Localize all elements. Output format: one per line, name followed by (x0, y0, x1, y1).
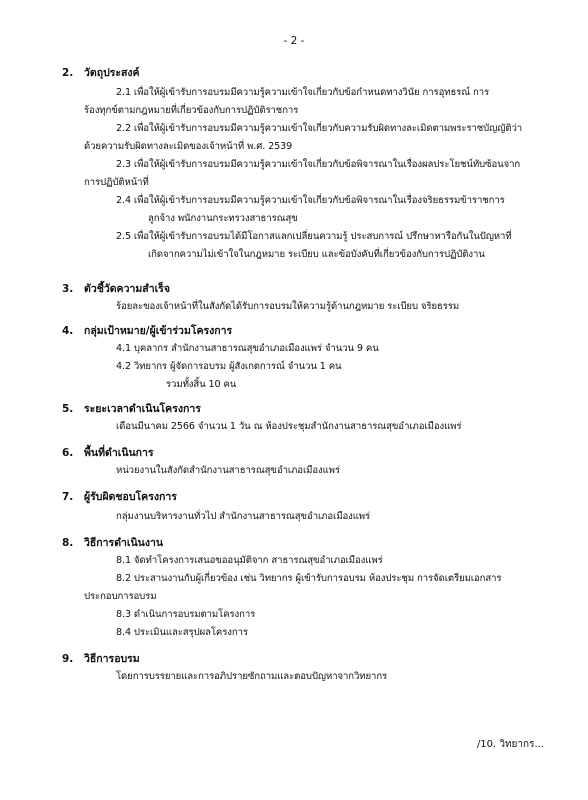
method-8-3: 8.3 ดำเนินการอบรมตามโครงการ (116, 609, 256, 620)
section-3-text: ร้อยละของเจ้าหน้าที่ในสังกัดได้รับการอบรมให้ความรู้ด้านกฎหมาย ระเบียบ จริยธรรม (116, 301, 460, 312)
objective-2-4-line-1: 2.4 เพื่อให้ผู้เข้ารับการอบรมมีความรู้ความเข้าใจเกี่ยวกับข้อพิจารณาในเรื่องจริยธรรมข้าราชการ (116, 195, 505, 206)
section-9-text: โดยการบรรยายและการอภิปรายซักถามและตอบปัญหาจากวิทยากร (116, 671, 388, 682)
section-9-heading: 9. วิธีการอบรม (62, 653, 140, 665)
target-4-2: 4.2 วิทยากร ผู้จัดการอบรม ผู้สังเกตการณ์ จำนวน 1 คน (116, 361, 342, 372)
section-8-heading: 8. วิธีการดำเนินงาน (62, 537, 164, 549)
objective-2-1-line-1: 2.1 เพื่อให้ผู้เข้ารับการอบรมมีความรู้ความเข้าใจเกี่ยวกับข้อกำหนดทางวินัย การอุทธรณ์ การ (116, 87, 490, 98)
section-4-heading: 4. กลุ่มเป้าหมาย/ผู้เข้าร่วมโครงการ (62, 325, 233, 337)
method-8-1: 8.1 จัดทำโครงการเสนอขออนุมัติจาก สาธารณสุขอำเภอเมืองแพร่ (116, 555, 383, 566)
method-8-4: 8.4 ประเมินและสรุปผลโครงการ (116, 627, 248, 638)
section-2-heading: 2. วัตถุประสงค์ (62, 67, 140, 79)
objective-2-5-line-2: เกิดจากความไม่เข้าใจในกฎหมาย ระเบียบ และข้อบังคับที่เกี่ยวข้องกับการปฏิบัติงาน (148, 249, 485, 260)
section-3-heading: 3. ตัวชี้วัดความสำเร็จ (62, 283, 170, 295)
section-5-heading: 5. ระยะเวลาดำเนินโครงการ (62, 403, 201, 415)
section-5-text: เดือนมีนาคม 2566 จำนวน 1 วัน ณ ห้องประชุมสำนักงานสาธารณสุขอำเภอเมืองแพร่ (116, 421, 462, 432)
objective-2-3-line-1: 2.3 เพื่อให้ผู้เข้ารับการอบรมมีความรู้ความเข้าใจเกี่ยวกับข้อพิจารณาในเรื่องผลประโยชน์ทับซ้อนจาก (116, 159, 521, 170)
method-8-2-line-2: ประกอบการอบรม (84, 591, 157, 602)
objective-2-4-line-2: ลูกจ้าง พนักงานกระทรวงสาธารณสุข (148, 213, 298, 224)
objective-2-2-line-1: 2.2 เพื่อให้ผู้เข้ารับการอบรมมีความรู้ความเข้าใจเกี่ยวกับความรับผิดทางละเมิดตามพระราชบัญญัติว่า (116, 123, 523, 134)
method-8-2-line-1: 8.2 ประสานงานกับผู้เกี่ยวข้อง เช่น วิทยากร ผู้เข้ารับการอบรม ห้องประชุม การจัดเตรียมเอกสาร (116, 573, 502, 584)
target-4-1: 4.1 บุคลากร สำนักงานสาธารณสุขอำเภอเมืองแพร่ จำนวน 9 คน (116, 343, 379, 354)
objective-2-2-line-2: ด้วยความรับผิดทางละเมิดของเจ้าหน้าที่ พ.ศ. 2539 (84, 141, 293, 152)
section-7-heading: 7. ผู้รับผิดชอบโครงการ (62, 491, 177, 503)
objective-2-5-line-1: 2.5 เพื่อให้ผู้เข้ารับการอบรมได้มีโอกาสแลกเปลี่ยนความรู้ ประสบการณ์ ปรึกษาหารือกันในปัญหาที่ (116, 231, 512, 242)
target-total: รวมทั้งสิ้น 10 คน (166, 379, 237, 390)
page-number: - 2 - (283, 35, 305, 47)
section-7-text: กลุ่มงานบริหารงานทั่วไป สำนักงานสาธารณสุขอำเภอเมืองแพร่ (116, 511, 371, 522)
section-6-text: หน่วยงานในสังกัดสำนักงานสาธารณสุขอำเภอเมืองแพร่ (116, 465, 340, 476)
objective-2-3-line-2: การปฏิบัติหน้าที่ (84, 177, 149, 188)
objective-2-1-line-2: ร้องทุกข์ตามกฎหมายที่เกี่ยวข้องกับการปฏิบัติราชการ (84, 105, 299, 116)
section-6-heading: 6. พื้นที่ดำเนินการ (62, 447, 154, 459)
continuation-footer: /10. วิทยากร... (476, 739, 544, 750)
